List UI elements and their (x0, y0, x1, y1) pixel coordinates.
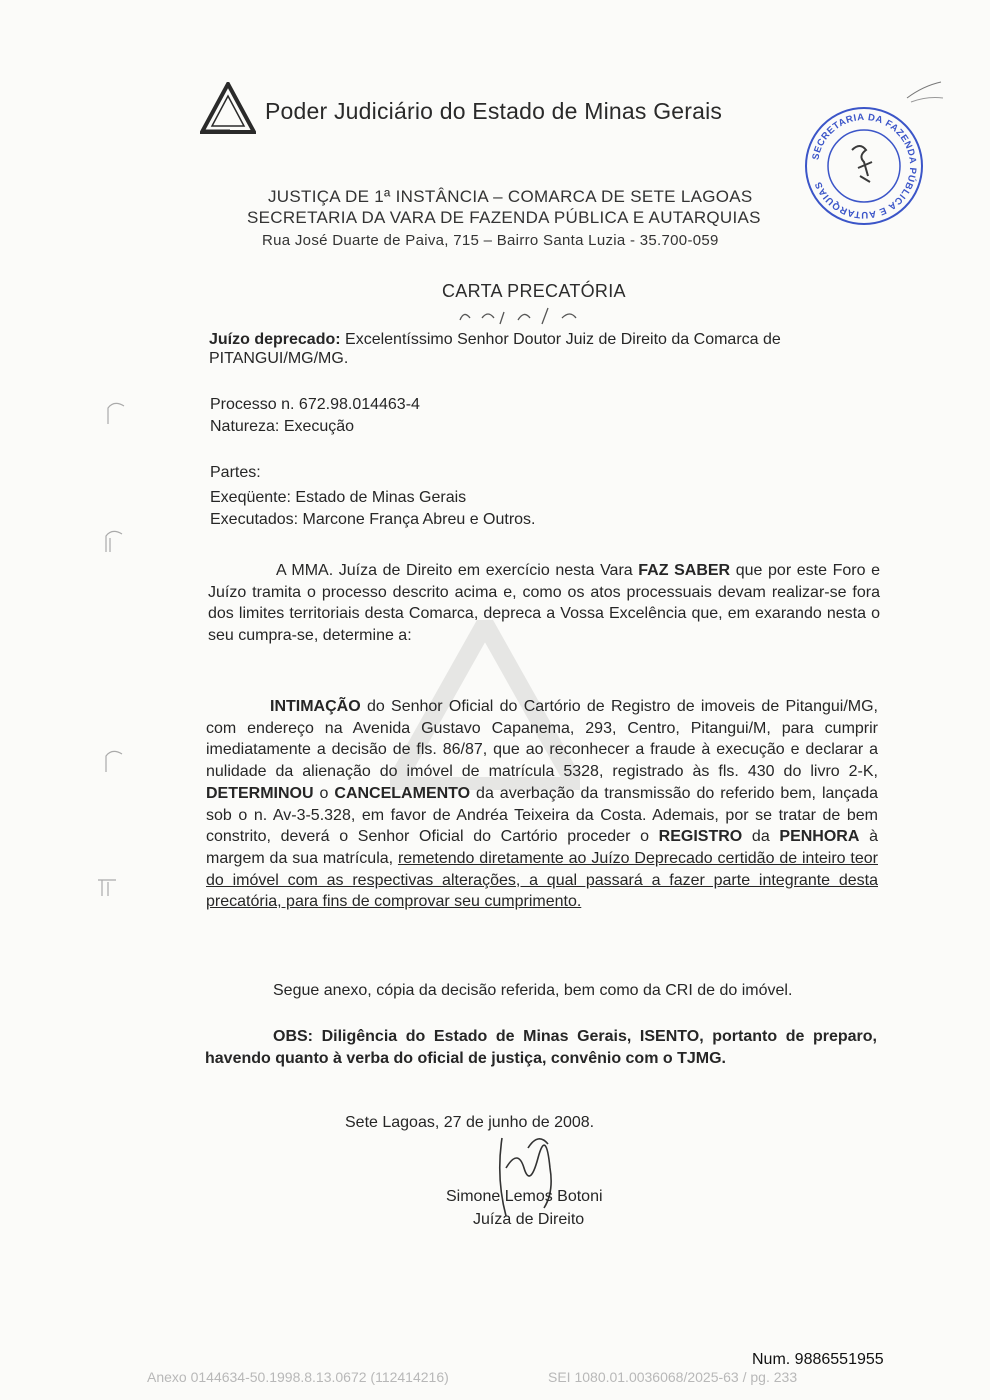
footer-sei: SEI 1080.01.0036068/2025-63 / pg. 233 (548, 1369, 798, 1385)
margin-mark (104, 400, 126, 426)
document-number: Num. 9886551955 (752, 1351, 884, 1368)
handwritten-annotation (452, 302, 592, 328)
juizo-deprecado-line (209, 331, 781, 349)
p2-bold-cancelamento: CANCELAMENTO (334, 784, 471, 802)
paragraph-faz-saber (208, 560, 880, 647)
processo-number: Processo n. 672.98.014463-4 (210, 396, 420, 413)
partes-label: Partes: (210, 464, 261, 481)
paragraph-segue-anexo (205, 980, 877, 1002)
exequente: Exeqüente: Estado de Minas Gerais (210, 489, 467, 506)
p2-bold-determinou: DETERMINOU (206, 784, 314, 802)
p4-text: OBS: Diligência do Estado de Minas Gerais, ISENTO, portanto de preparo, havendo quanto à verba do oficial de justiça, convênio com o TJMG. (205, 1028, 877, 1067)
court-logo-icon (200, 82, 256, 134)
p1-bold: FAZ SABER (638, 562, 731, 579)
p2-bold-penhora: PENHORA (779, 828, 860, 846)
p2-text-3: da averbação da transmissão do referido bem, lançada sob o n. Av-3-5.328, em favor de Andréa Teixeira da Costa. Ademais, por se tratar de bem constrito, deverá o Senhor Oficial do Cartório proceder o (206, 784, 878, 846)
signatory-name: Simone Lemos Botoni (446, 1188, 603, 1205)
header-line-1: JUSTIÇA DE 1ª INSTÂNCIA – COMARCA DE SETE LAGOAS (268, 187, 753, 206)
margin-mark (96, 872, 118, 898)
p2-text-5: à margem da sua matrícula, (206, 828, 879, 867)
p2-bold-registro: REGISTRO (658, 828, 743, 846)
p1-text-a: A MMA. Juíza de Direito em exercício nesta Vara (276, 562, 639, 579)
court-title: Poder Judiciário do Estado de Minas Gerais (265, 98, 723, 124)
p2-underlined: remetendo diretamente ao Juízo Deprecado certidão de inteiro teor do imóvel com as respectivas alterações, a qual passará a fazer parte integrante desta precatória, para fins de comprovar seu cumprimento. (206, 849, 878, 911)
juizo-comarca: PITANGUI/MG/MG. (209, 350, 349, 367)
paragraph-obs (205, 1026, 877, 1069)
paragraph-intimacao (206, 696, 878, 913)
header-line-2: SECRETARIA DA VARA DE FAZENDA PÚBLICA E AUTARQUIAS (247, 208, 761, 227)
p2-bold-intimacao: INTIMAÇÃO (270, 698, 361, 715)
juizo-value: Excelentíssimo Senhor Doutor Juiz de Direito da Comarca de (345, 331, 781, 348)
p2-text-1: do Senhor Oficial do Cartório de Registro de imoveis de Pitangui/MG, com endereço na Avenida Gustavo Capanema, 293, Centro, Pitangui/M, para cumprir imediatamente a decisão de fls. 86/87, que ao reconhecer a fraude à execução e declarar a nulidade da alienação do imóvel de matrícula 5328, registrado às fls. 430 do livro 2-K, (206, 698, 878, 781)
p2-text-4: da (742, 828, 780, 846)
p3-text: Segue anexo, cópia da decisão referida, bem como da CRI de do imóvel. (273, 982, 793, 999)
juizo-label: Juízo deprecado: (209, 331, 341, 348)
document-title: CARTA PRECATÓRIA (442, 281, 626, 301)
secretaria-stamp-icon (802, 104, 926, 228)
natureza: Natureza: Execução (210, 418, 355, 435)
signatory-role: Juíza de Direito (473, 1211, 585, 1228)
date-line: Sete Lagoas, 27 de junho de 2008. (345, 1114, 595, 1131)
footer-anexo: Anexo 0144634-50.1998.8.13.0672 (112414216) (147, 1369, 449, 1385)
stamp-text: SECRETARIA DA FAZENDA PÚBLICA E AUTARQUIAS (810, 111, 919, 221)
corner-mark (905, 78, 945, 104)
margin-mark (102, 528, 124, 554)
p2-text-2: o (313, 784, 335, 802)
margin-mark (102, 748, 124, 774)
header-address: Rua José Duarte de Paiva, 715 – Bairro Santa Luzia - 35.700-059 (262, 232, 719, 249)
p1-text-b: que por este Foro e Juízo tramita o processo descrito acima e, como os atos processuais devam realizar-se fora dos limites territoriais desta Comarca, depreca a Vossa Excelência que, em exarando nesta o seu cumpra-se, determine a: (208, 562, 881, 645)
executados: Executados: Marcone França Abreu e Outros. (210, 511, 536, 528)
